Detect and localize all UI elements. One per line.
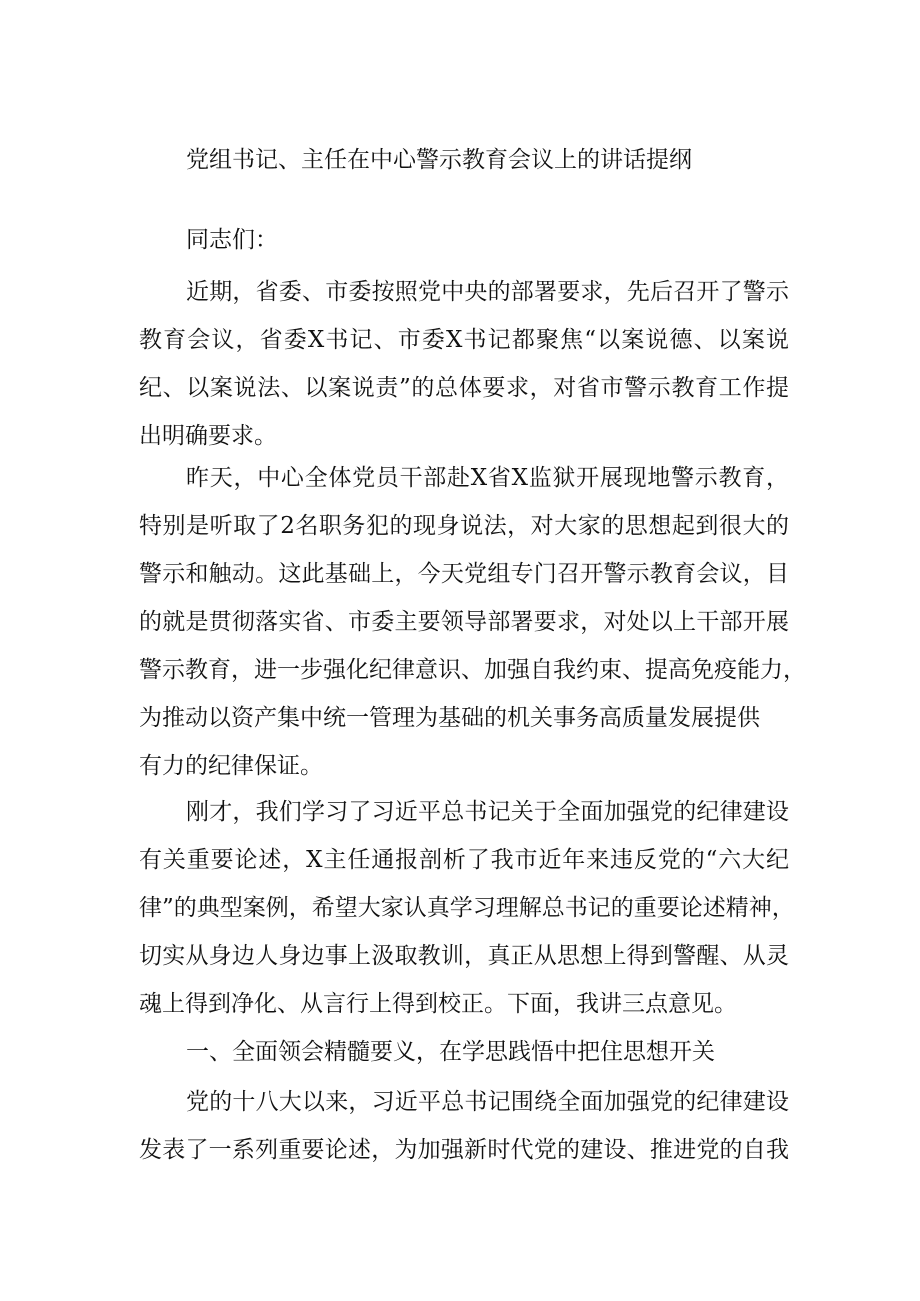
paragraph-line: 的就是贯彻落实省、市委主要领导部署要求，对处以上干部开展 xyxy=(139,609,789,635)
paragraph-line: 律”的典型案例，希望大家认真学习理解总书记的重要论述精神， xyxy=(139,895,795,921)
paragraph-line: 昨天，中心全体党员干部赴X省X监狱开展现地警示教育， xyxy=(186,465,789,491)
paragraph-line: 刚才，我们学习了习近平总书记关于全面加强党的纪律建设 xyxy=(186,799,789,825)
paragraph-line: 纪、以案说法、以案说责”的总体要求，对省市警示教育工作提 xyxy=(139,375,789,401)
paragraph-line: 出明确要求。 xyxy=(139,423,277,449)
section-heading: 一、全面领会精髓要义，在学思践悟中把住思想开关 xyxy=(186,1039,715,1065)
paragraph-line: 有关重要论述，X主任通报剖析了我市近年来违反党的“六大纪 xyxy=(139,847,789,873)
section-paragraph xyxy=(139,1078,789,1174)
paragraph-line: 有力的纪律保证。 xyxy=(139,753,323,779)
salutation: 同志们： xyxy=(186,227,278,253)
paragraph-3 xyxy=(139,788,795,1028)
paragraph-line: 警示教育，进一步强化纪律意识、加强自我约束、提高免疫能力， xyxy=(139,657,806,683)
paragraph-line: 党的十八大以来，习近平总书记围绕全面加强党的纪律建设 xyxy=(186,1089,789,1115)
paragraph-line: 发表了一系列重要论述，为加强新时代党的建设、推进党的自我 xyxy=(139,1137,789,1163)
paragraph-line: 近期，省委、市委按照党中央的部署要求，先后召开了警示 xyxy=(186,279,789,305)
paragraph-line: 教育会议，省委X书记、市委X书记都聚焦“以案说德、以案说 xyxy=(139,327,789,353)
paragraph-1 xyxy=(139,268,789,460)
paragraph-2 xyxy=(139,454,806,790)
document-title: 党组书记、主任在中心警示教育会议上的讲话提纲 xyxy=(186,147,692,173)
paragraph-line: 特别是听取了2名职务犯的现身说法，对大家的思想起到很大的 xyxy=(139,513,789,539)
paragraph-line: 切实从身边人身边事上汲取教训，真正从思想上得到警醒、从灵 xyxy=(139,943,789,969)
paragraph-line: 警示和触动。这此基础上，今天党组专门召开警示教育会议，目 xyxy=(139,561,789,587)
paragraph-line: 为推动以资产集中统一管理为基础的机关事务高质量发展提供 xyxy=(139,705,760,731)
paragraph-line: 魂上得到净化、从言行上得到校正。下面，我讲三点意见。 xyxy=(139,991,737,1017)
